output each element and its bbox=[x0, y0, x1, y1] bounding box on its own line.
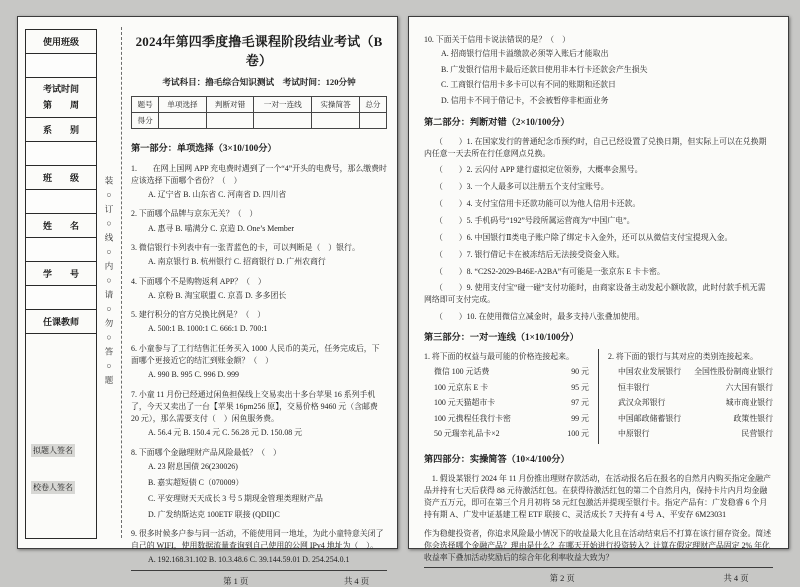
question-option-d: D. 广发纳斯达克 100ETF 联接 (QDII)C bbox=[148, 509, 280, 519]
question-option-c: C. 平安理财天天成长 3 号 5 期现金管理类理财产品 bbox=[148, 493, 323, 503]
match-row bbox=[608, 397, 773, 408]
exam-page-1 bbox=[17, 16, 398, 587]
bank-name: 中国农业发展银行 bbox=[618, 367, 682, 376]
matching-column-perks bbox=[424, 349, 599, 444]
score-empty-cell bbox=[159, 113, 207, 129]
question-text: 8. 下面哪个金融理财产品风险最低？（ ） bbox=[131, 447, 281, 457]
question-text: 7. 小童 11 月份已经通过闲鱼担保线上交易卖出十多台苹果 16 系列手机了，今天又卖出了一台【苹果 16pm256 原】，交易价格 9460 元（含邮费 20 元），那么需要支付（ ）闲鱼服务费。 bbox=[131, 389, 378, 424]
question-9 bbox=[131, 524, 387, 570]
class-field bbox=[26, 190, 96, 214]
score-header-cell: 判断对错 bbox=[206, 97, 254, 113]
match-row bbox=[424, 428, 589, 439]
match-row bbox=[608, 382, 773, 393]
match-row bbox=[608, 366, 773, 377]
bank-category: 政策性银行 bbox=[733, 413, 773, 423]
question-options: A. 惠寻 B. 喵满分 C. 京造 D. One’s Member bbox=[148, 223, 294, 233]
matching-column-banks bbox=[599, 349, 773, 444]
department-label: 系 别 bbox=[26, 118, 96, 142]
total-pages: 共 4 页 bbox=[723, 574, 749, 584]
binding-line-text: 装○订○线○内○请○勿○答○题 bbox=[104, 176, 114, 389]
week-label: 第 周 bbox=[42, 99, 79, 110]
student-info-column bbox=[25, 29, 97, 539]
page-number: 第 2 页 bbox=[549, 574, 575, 584]
judge-item-4: （ ）4. 支付宝信用卡还款功能可以为他人信用卡还款。 bbox=[435, 199, 641, 209]
perk-name: 100 元携程任我行卡密 bbox=[434, 413, 511, 423]
bank-name: 恒丰银行 bbox=[618, 382, 650, 392]
perk-name: 50 元瑞幸礼品卡×2 bbox=[434, 429, 500, 438]
question-option-d: D. 信用卡不同于借记卡，不会被暂停非柜面业务 bbox=[441, 96, 609, 106]
question-options: A. 192.168.31.102 B. 10.3.48.6 C. 39.144.59.01 D. 254.254.0.1 bbox=[148, 555, 350, 565]
question-10 bbox=[424, 30, 773, 111]
total-pages: 共 4 页 bbox=[343, 577, 370, 587]
judge-item-8: （ ）8. “C2S2-2029-B46E-A2BA”有可能是一张京东 E 卡卡密。 bbox=[435, 266, 665, 276]
judge-item-1: （ ）1. 在国家发行的普通纪念币预约时，自己已经设置了兑换日期，但实际上可以在兑换期内任意一天去所在行任意网点兑换。 bbox=[424, 136, 767, 158]
question-5 bbox=[131, 306, 387, 340]
score-table bbox=[131, 96, 387, 129]
teacher-label: 任课教师 bbox=[26, 310, 96, 334]
bank-name: 武汉众邦银行 bbox=[618, 398, 666, 407]
page-number: 第 1 页 bbox=[223, 577, 249, 587]
practical-question-paragraph-1: 1. 假设某银行 2024 年 11 月份推出理财存款活动，在活动报名后在报名的自然月内购买指定金融产品并持有七天后获得 88 元待激活红包。在获得待激活红包的第二个自然月内，保持卡片内月均金融资产五万元，即可在第三个月月初将 58 元红包激活并提现至银行卡。指定产品有：广发稳睿 6 个月持有期 A、广发中证基建工程 ETF 联接 C、灵活成长 7 天持有 4 号 A、平安存 6M23031 bbox=[424, 473, 771, 520]
score-label-cell: 得分 bbox=[132, 113, 159, 129]
perk-price: 90 元 bbox=[571, 367, 589, 376]
score-empty-cell bbox=[254, 113, 312, 129]
score-header-cell: 一对一连线 bbox=[254, 97, 312, 113]
question-6 bbox=[131, 339, 387, 385]
exam-time-week-cell bbox=[26, 78, 96, 118]
score-header-cell: 实操简答 bbox=[312, 97, 360, 113]
matching-right-title: 2. 将下面的银行与其对应的类别连接起来。 bbox=[608, 351, 758, 361]
practical-question-paragraph-2: 作为稳健投资者，你追求风险最小情况下的收益最大化且在活动结束后不打算在该行留存资金。简述你会选择哪个金融产品？理由是什么？在哪天开始进行投资转入？计算在假定理财产品固定 2% 年化收益率下叠加活动奖励后的综合年化利率收益大致为？ bbox=[424, 528, 772, 562]
judge-item-7: （ ）7. 银行借记卡在被冻结后无法接受资金入账。 bbox=[435, 249, 625, 259]
bank-category: 民营银行 bbox=[741, 429, 773, 438]
match-row bbox=[424, 366, 589, 377]
page2-footer bbox=[424, 567, 773, 584]
student-id-label: 学 号 bbox=[26, 262, 96, 286]
paper-checker-signature-label: 校卷人签名 bbox=[33, 482, 73, 492]
binding-line bbox=[97, 27, 122, 538]
page2-content bbox=[409, 17, 788, 584]
score-header-cell: 单项选择 bbox=[159, 97, 207, 113]
question-options: A. 南京银行 B. 杭州银行 C. 招商银行 D. 广州农商行 bbox=[148, 257, 326, 267]
question-option-b: B. 嘉实超短债 C（070009） bbox=[148, 477, 244, 487]
question-1 bbox=[131, 159, 387, 205]
question-options: A. 990 B. 995 C. 996 D. 999 bbox=[148, 370, 239, 380]
question-text: 6. 小童参与了工行结售汇任务买入 1000 人民币的美元，任务完成后，下面哪个更接近它的结汇到账金额？（ ） bbox=[131, 343, 380, 366]
student-id-field bbox=[26, 286, 96, 310]
name-label: 姓 名 bbox=[26, 214, 96, 238]
question-option-a: A. 招商银行信用卡溢缴款必须等入账后才能取出 bbox=[441, 48, 609, 58]
question-text: 10. 下面关于信用卡说法错误的是？（ ） bbox=[424, 34, 570, 44]
match-row bbox=[424, 413, 589, 424]
exam-page-2 bbox=[408, 16, 789, 584]
question-options: A. 辽宁省 B. 山东省 C. 河南省 D. 四川省 bbox=[148, 190, 287, 199]
match-row bbox=[608, 413, 773, 424]
exam-time-label: 考试时间 bbox=[42, 84, 79, 95]
match-row bbox=[424, 397, 589, 408]
question-setter-signature-label: 拟题人签名 bbox=[33, 446, 73, 456]
judge-item-5: （ ）5. 手机码号“192”号段所属运营商为“中国广电”。 bbox=[435, 215, 635, 225]
score-table-header-row bbox=[132, 97, 387, 113]
question-7 bbox=[131, 385, 387, 443]
judge-item-9: （ ）9. 使用支付宝“碰一碰”支付功能时，由商家设备主动发起小额收款，此时付款手机无需网络即可支付完成。 bbox=[424, 283, 766, 305]
exam-subtitle: 考试科目：撸毛综合知识测试 考试时间：120分钟 bbox=[162, 77, 356, 87]
matching-left-title: 1. 将下面的权益与最可能的价格连接起来。 bbox=[424, 351, 574, 361]
question-text: 2. 下面哪个品牌与京东无关？（ ） bbox=[131, 209, 258, 219]
score-header-cell: 总分 bbox=[359, 97, 386, 113]
section3-heading: 第三部分：一对一连线（1×10/100分） bbox=[424, 331, 579, 342]
perk-name: 100 元京东 E 卡 bbox=[434, 382, 489, 392]
score-empty-cell bbox=[206, 113, 254, 129]
judge-item-2: （ ）2. 云闪付 APP 建行虚拟定位领券，大概率会黑号。 bbox=[435, 165, 643, 175]
match-row bbox=[608, 428, 773, 439]
perk-name: 微信 100 元话费 bbox=[434, 367, 490, 376]
bank-name: 中原银行 bbox=[618, 429, 650, 438]
use-class-label: 使用班级 bbox=[26, 30, 96, 54]
match-row bbox=[424, 382, 589, 393]
question-8 bbox=[131, 443, 387, 524]
question-2 bbox=[131, 205, 387, 239]
perk-price: 100 元 bbox=[567, 429, 589, 438]
matching-section bbox=[424, 349, 773, 444]
score-table-score-row bbox=[132, 113, 387, 129]
perk-name: 100 元天猫超市卡 bbox=[434, 398, 496, 407]
signature-area bbox=[26, 334, 96, 538]
exam-title: 2024年第四季度撸毛课程阶段结业考试（B卷） bbox=[135, 34, 383, 68]
judge-item-10: （ ）10. 在使用微信立减金时，最多支持八张叠加使用。 bbox=[435, 312, 645, 322]
question-options: A. 56.4 元 B. 150.4 元 C. 56.28 元 D. 150.08 元 bbox=[148, 428, 303, 438]
question-options: A. 京粉 B. 淘宝联盟 C. 京喜 D. 多多团长 bbox=[148, 290, 287, 300]
section2-heading: 第二部分：判断对错（2×10/100分） bbox=[424, 117, 570, 128]
use-class-field bbox=[26, 54, 96, 78]
question-text: 3. 微信银行卡列表中有一张青蓝色的卡，可以判断是（ ）银行。 bbox=[131, 242, 360, 252]
perk-price: 97 元 bbox=[571, 398, 589, 407]
question-option-a: A. 23 附息国债 26(230026) bbox=[148, 462, 238, 472]
bank-name: 中国邮政储蓄银行 bbox=[618, 413, 682, 423]
judge-item-3: （ ）3. 一个人最多可以注册五个支付宝账号。 bbox=[435, 182, 609, 192]
score-empty-cell bbox=[359, 113, 386, 129]
judge-item-6: （ ）6. 中国银行Ⅱ类电子账户除了绑定卡入金外，还可以从微信支付宝提现入金。 bbox=[435, 232, 733, 242]
bank-category: 全国性股份制商业银行 bbox=[694, 367, 773, 376]
score-empty-cell bbox=[312, 113, 360, 129]
section4-heading: 第四部分：实操简答（10×4/100分） bbox=[424, 453, 570, 464]
bank-category: 六大国有银行 bbox=[725, 382, 773, 392]
name-field bbox=[26, 238, 96, 262]
question-option-c: C. 工商银行信用卡多卡可以有不同的账期和还款日 bbox=[441, 80, 616, 90]
class-label: 班 级 bbox=[26, 166, 96, 190]
page1-content bbox=[122, 17, 397, 587]
bank-category: 城市商业银行 bbox=[725, 398, 773, 407]
question-option-b: B. 广发银行信用卡最后还款日使用非本行卡还款会产生损失 bbox=[441, 64, 648, 74]
question-text: 9. 很多时候多户参与同一活动，不能使用同一地址，为此小童特意关闭了自己的 WIFI，使用数据流量查询到自己使用的公网 IPv4 地址为（ ）。 bbox=[131, 528, 384, 551]
question-text: 5. 建行积分的官方兑换比例是？（ ） bbox=[131, 310, 266, 320]
question-3 bbox=[131, 238, 387, 272]
department-field bbox=[26, 142, 96, 166]
question-4 bbox=[131, 272, 387, 306]
section1-heading: 第一部分：单项选择（3×10/100分） bbox=[131, 143, 277, 153]
question-text: 1. 在网上国网 APP 充电费时遇到了一个“4”开头的电费号，那么缴费时应该选择下面哪个省份？（ ） bbox=[131, 163, 387, 185]
page1-footer bbox=[131, 570, 387, 587]
question-options: A. 500:1 B. 1000:1 C. 666:1 D. 700:1 bbox=[148, 324, 268, 334]
score-header-cell: 题号 bbox=[132, 97, 159, 113]
perk-price: 95 元 bbox=[571, 382, 589, 392]
question-text: 4. 下面哪个不是购物返利 APP？（ ） bbox=[131, 276, 266, 286]
perk-price: 99 元 bbox=[571, 413, 589, 423]
